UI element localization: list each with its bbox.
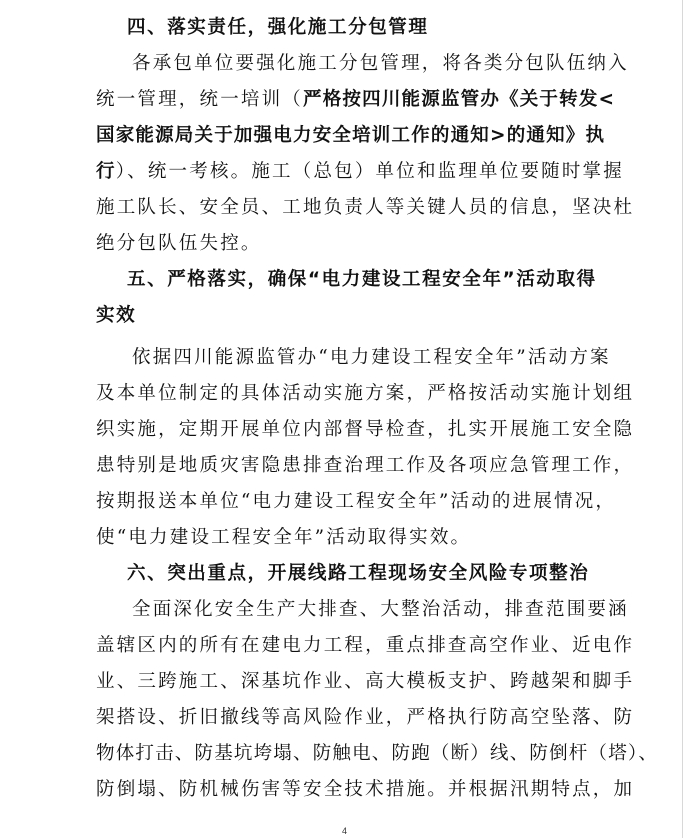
section-5-paragraph-line: 织实施，定期开展单位内部督导检查，扎实开展施工安全隐 — [96, 419, 635, 440]
section-6-paragraph-line: 物体打击、防基坑垮塌、防触电、防跑（断）线、防倒杆（塔）、 — [96, 743, 659, 764]
section-6-paragraph-line: 业、三跨施工、深基坑作业、高大模板支护、跨越架和脚手 — [96, 671, 635, 692]
text-normal: ）、统一考核。施工（总包）单位和监理单位要随时掌握 — [115, 161, 624, 182]
section-4-paragraph-line: 各承包单位要强化施工分包管理，将各类分包队伍纳入 — [132, 53, 629, 74]
section-6-heading: 六、突出重点，开展线路工程现场安全风险专项整治 — [127, 563, 590, 584]
section-4-paragraph-line — [96, 154, 624, 190]
text-normal: 统一管理，统一培训（ — [96, 89, 304, 110]
section-6-paragraph-line: 全面深化安全生产大排查、大整治活动，排查范围要涵 — [132, 599, 629, 620]
section-5-paragraph-line: 患特别是地质灾害隐患排查治理工作及各项应急管理工作， — [96, 455, 635, 476]
section-5-heading: 五、严格落实，确保“电力建设工程安全年”活动取得 — [127, 269, 597, 290]
section-5-paragraph-line: 及本单位制定的具体活动实施方案，严格按活动实施计划组 — [96, 383, 635, 404]
section-4-paragraph-line: 施工队长、安全员、工地负责人等关键人员的信息，坚决杜 — [96, 197, 635, 218]
section-4-paragraph-line — [96, 82, 616, 118]
section-5-paragraph-line: 依据四川能源监管办“电力建设工程安全年”活动方案 — [132, 347, 611, 368]
section-6-paragraph-line: 架搭设、折旧撤线等高风险作业，严格执行防高空坠落、防 — [96, 707, 635, 728]
page-edge — [682, 0, 683, 838]
section-6-paragraph-line: 防倒塌、防机械伤害等安全技术措施。并根据汛期特点，加 — [96, 779, 635, 800]
section-5-paragraph-line: 按期报送本单位“电力建设工程安全年”活动的进展情况， — [96, 491, 617, 512]
section-6-paragraph-line: 盖辖区内的所有在建电力工程，重点排查高空作业、近电作 — [96, 635, 635, 656]
section-4-paragraph-line: 绝分包队伍失控。 — [96, 233, 262, 254]
section-4-heading: 四、落实责任，强化施工分包管理 — [127, 17, 429, 38]
page-number: 4 — [341, 826, 347, 836]
document-body — [96, 10, 659, 808]
section-4-paragraph-line: 国家能源局关于加强电力安全培训工作的通知>的通知》执 — [96, 125, 606, 146]
text-bold: 严格按四川能源监管办《关于转发< — [303, 89, 616, 110]
section-5-heading-continued: 实效 — [96, 305, 137, 326]
text-bold: 行 — [96, 161, 116, 182]
section-5-paragraph-line: 使“电力建设工程安全年”活动取得实效。 — [96, 527, 472, 548]
